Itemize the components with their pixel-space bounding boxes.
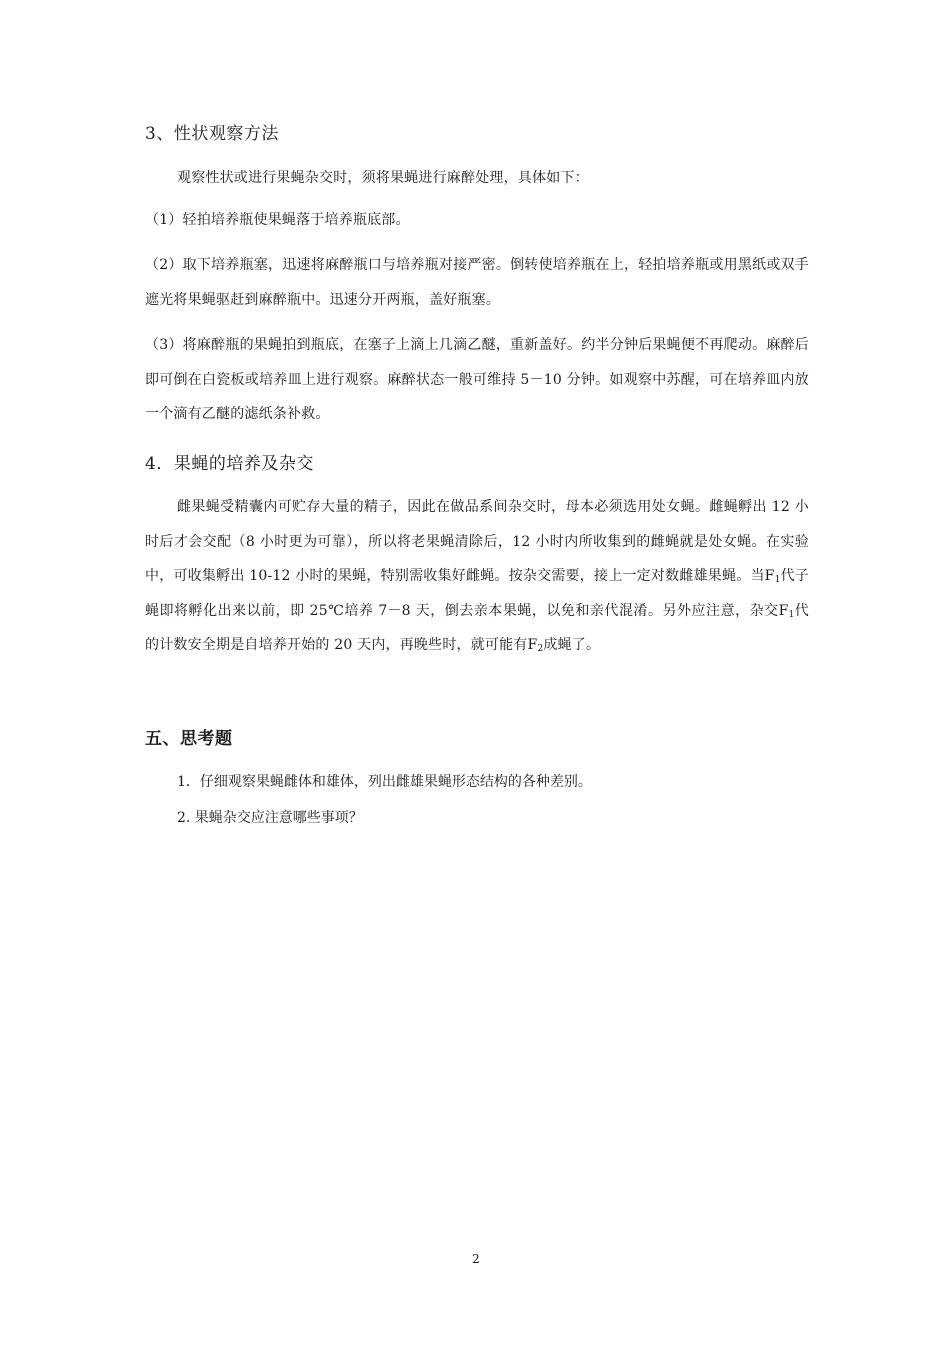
page-number: 2 [472,1252,480,1266]
section4-text-part2: 代子蝇即将孵化出来以前，即 25℃培养 7－8 天，倒去亲本果蝇，以免和亲代混淆。另外应注意，杂交F [145,568,809,619]
section4-heading: 4．果蝇的培养及杂交 [145,454,314,474]
section4-text-part1: 雌果蝇受精囊内可贮存大量的精子，因此在做品系间杂交时，母本必须选用处女蝇。雌蝇孵出 12 小时后才会交配（8 小时更为可靠），所以将老果蝇清除后，12 小时内所收集到的雌蝇就是处女蝇。在实验中，可收集孵出 10-12 小时的果蝇，特别需收集好雌蝇。按杂交需要，接上一定对数雌雄果蝇。当F [145,499,809,584]
section3-intro: 观察性状或进行果蝇杂交时，须将果蝇进行麻醉处理，具体如下： [177,170,589,186]
section3-step3: （3）将麻醉瓶的果蝇拍到瓶底，在塞子上滴上几滴乙醚，重新盖好。约半分钟后果蝇便不再爬动。麻醉后即可倒在白瓷板或培养皿上进行观察。麻醉状态一般可维持 5－10 分钟。如观察中苏醒，可在培养皿内放一个滴有乙醚的滤纸条补救。 [145,337,809,422]
question-2: 2. 果蝇杂交应注意哪些事项？ [177,810,363,826]
section3-step2: （2）取下培养瓶塞，迅速将麻醉瓶口与培养瓶对接严密。倒转使培养瓶在上，轻拍培养瓶或用黑纸或双手遮光将果蝇驱赶到麻醉瓶中。迅速分开两瓶，盖好瓶塞。 [145,257,809,308]
question-1: 1．仔细观察果蝇雌体和雄体，列出雌雄果蝇形态结构的各种差别。 [177,774,592,790]
section3-heading: 3、性状观察方法 [145,124,279,144]
section4-paragraph [145,490,809,663]
subscript-f1-a: 1 [774,575,781,585]
section4-text-part3: 代的计数安全期是自培养开始的 20 天内，再晚些时，就可能有F [145,602,810,653]
section5-heading: 五、思考题 [145,729,233,749]
section4-text-part4: 成蝇了。 [543,637,601,653]
section3-step1: （1）轻拍培养瓶使果蝇落于培养瓶底部。 [145,212,410,228]
subscript-f2: 2 [537,644,544,654]
subscript-f1-b: 1 [788,609,795,620]
